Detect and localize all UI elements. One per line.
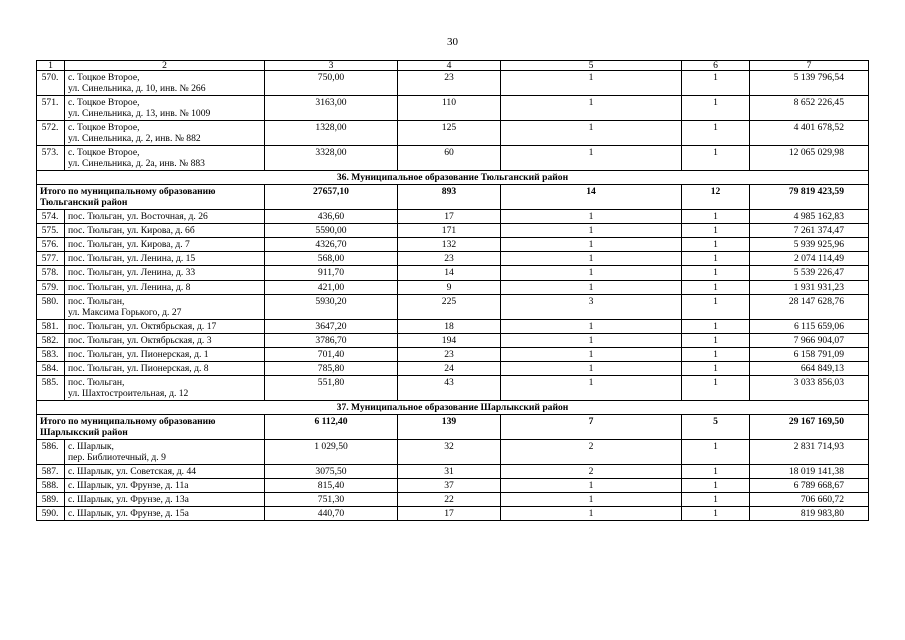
col5-cell: 1 [501, 319, 682, 333]
section-title: 36. Муниципальное образование Тюльганский район [37, 171, 869, 185]
col6-cell: 1 [682, 210, 750, 224]
col6-cell: 1 [682, 333, 750, 347]
total-row [37, 185, 869, 210]
col5-cell: 1 [501, 361, 682, 375]
row-number-cell: 576. [37, 238, 65, 252]
cost-cell: 7 261 374,47 [750, 224, 869, 238]
row-number-cell: 590. [37, 507, 65, 521]
row-number-cell: 588. [37, 478, 65, 492]
table-body [37, 71, 869, 521]
cost-cell: 1 931 931,23 [750, 280, 869, 294]
row-number-cell: 583. [37, 347, 65, 361]
address-cell: пос. Тюльган, ул. Максима Горького, д. 27 [65, 294, 265, 319]
area-cell: 421,00 [265, 280, 398, 294]
col-header-6: 6 [682, 61, 750, 71]
area-cell: 5930,20 [265, 294, 398, 319]
cost-cell: 819 983,80 [750, 507, 869, 521]
table-row [37, 252, 869, 266]
area-cell: 4326,70 [265, 238, 398, 252]
col4-cell: 24 [398, 361, 501, 375]
cost-cell: 12 065 029,98 [750, 146, 869, 171]
table-row [37, 375, 869, 400]
row-number-cell: 570. [37, 71, 65, 96]
col5-cell: 1 [501, 71, 682, 96]
area-cell: 701,40 [265, 347, 398, 361]
col5-cell: 7 [501, 414, 682, 439]
address-cell: пос. Тюльган, ул. Ленина, д. 8 [65, 280, 265, 294]
col4-cell: 23 [398, 347, 501, 361]
col5-cell: 1 [501, 238, 682, 252]
col5-cell: 1 [501, 478, 682, 492]
cost-cell: 706 660,72 [750, 493, 869, 507]
col5-cell: 1 [501, 121, 682, 146]
col5-cell: 1 [501, 210, 682, 224]
row-number-cell: 577. [37, 252, 65, 266]
area-cell: 6 112,40 [265, 414, 398, 439]
col5-cell: 1 [501, 146, 682, 171]
table-row [37, 493, 869, 507]
table-row [37, 238, 869, 252]
area-cell: 27657,10 [265, 185, 398, 210]
cost-cell: 664 849,13 [750, 361, 869, 375]
table-row [37, 333, 869, 347]
area-cell: 3163,00 [265, 96, 398, 121]
col4-cell: 31 [398, 464, 501, 478]
section-title: 37. Муниципальное образование Шарлыкский район [37, 400, 869, 414]
table-row [37, 347, 869, 361]
address-cell: пос. Тюльган, ул. Пионерская, д. 8 [65, 361, 265, 375]
col6-cell: 1 [682, 71, 750, 96]
table-row [37, 361, 869, 375]
address-cell: с. Тоцкое Второе, ул. Синельника, д. 2а, инв. № 883 [65, 146, 265, 171]
cost-cell: 28 147 628,76 [750, 294, 869, 319]
table-row [37, 280, 869, 294]
cost-cell: 4 985 162,83 [750, 210, 869, 224]
total-label: Итого по муниципальному образованию Шарлыкский район [37, 414, 265, 439]
col5-cell: 1 [501, 507, 682, 521]
cost-cell: 5 539 226,47 [750, 266, 869, 280]
col6-cell: 1 [682, 252, 750, 266]
row-number-cell: 571. [37, 96, 65, 121]
total-label: Итого по муниципальному образованию Тюльганский район [37, 185, 265, 210]
col4-cell: 43 [398, 375, 501, 400]
row-number-cell: 586. [37, 439, 65, 464]
cost-cell: 5 139 796,54 [750, 71, 869, 96]
col4-cell: 14 [398, 266, 501, 280]
area-cell: 5590,00 [265, 224, 398, 238]
address-cell: с. Шарлык, ул. Советская, д. 44 [65, 464, 265, 478]
col6-cell: 1 [682, 478, 750, 492]
row-number-cell: 574. [37, 210, 65, 224]
col4-cell: 32 [398, 439, 501, 464]
area-cell: 1328,00 [265, 121, 398, 146]
row-number-cell: 589. [37, 493, 65, 507]
col4-cell: 125 [398, 121, 501, 146]
table-row [37, 266, 869, 280]
area-cell: 785,80 [265, 361, 398, 375]
table-row [37, 439, 869, 464]
table-row [37, 71, 869, 96]
col4-cell: 194 [398, 333, 501, 347]
cost-cell: 4 401 678,52 [750, 121, 869, 146]
cost-cell: 2 074 114,49 [750, 252, 869, 266]
cost-cell: 6 158 791,09 [750, 347, 869, 361]
col5-cell: 1 [501, 347, 682, 361]
area-cell: 750,00 [265, 71, 398, 96]
area-cell: 3075,50 [265, 464, 398, 478]
col5-cell: 1 [501, 493, 682, 507]
col6-cell: 1 [682, 361, 750, 375]
cost-cell: 8 652 226,45 [750, 96, 869, 121]
col4-cell: 23 [398, 71, 501, 96]
address-cell: пос. Тюльган, ул. Восточная, д. 26 [65, 210, 265, 224]
col4-cell: 225 [398, 294, 501, 319]
table-row [37, 224, 869, 238]
table-row [37, 146, 869, 171]
row-number-cell: 580. [37, 294, 65, 319]
col6-cell: 1 [682, 224, 750, 238]
table-row [37, 96, 869, 121]
row-number-cell: 578. [37, 266, 65, 280]
address-cell: с. Тоцкое Второе, ул. Синельника, д. 10, инв. № 266 [65, 71, 265, 96]
col4-cell: 132 [398, 238, 501, 252]
cost-cell: 6 115 659,06 [750, 319, 869, 333]
col-header-5: 5 [501, 61, 682, 71]
col4-cell: 60 [398, 146, 501, 171]
cost-cell: 29 167 169,50 [750, 414, 869, 439]
row-number-cell: 573. [37, 146, 65, 171]
col5-cell: 1 [501, 96, 682, 121]
address-cell: пос. Тюльган, ул. Кирова, д. 6б [65, 224, 265, 238]
col6-cell: 5 [682, 414, 750, 439]
col4-cell: 110 [398, 96, 501, 121]
address-cell: пос. Тюльган, ул. Ленина, д. 33 [65, 266, 265, 280]
area-cell: 911,70 [265, 266, 398, 280]
area-cell: 551,80 [265, 375, 398, 400]
area-cell: 3647,20 [265, 319, 398, 333]
row-number-cell: 587. [37, 464, 65, 478]
cost-cell: 2 831 714,93 [750, 439, 869, 464]
cost-cell: 6 789 668,67 [750, 478, 869, 492]
cost-cell: 3 033 856,03 [750, 375, 869, 400]
address-cell: пос. Тюльган, ул. Октябрьская, д. 17 [65, 319, 265, 333]
row-number-cell: 581. [37, 319, 65, 333]
col6-cell: 1 [682, 280, 750, 294]
col4-cell: 18 [398, 319, 501, 333]
col6-cell: 12 [682, 185, 750, 210]
col4-cell: 23 [398, 252, 501, 266]
col-header-1: 1 [37, 61, 65, 71]
row-number-cell: 584. [37, 361, 65, 375]
address-cell: с. Шарлык, ул. Фрунзе, д. 11а [65, 478, 265, 492]
col6-cell: 1 [682, 375, 750, 400]
area-cell: 3328,00 [265, 146, 398, 171]
col4-cell: 9 [398, 280, 501, 294]
col5-cell: 3 [501, 294, 682, 319]
cost-cell: 79 819 423,59 [750, 185, 869, 210]
address-cell: с. Тоцкое Второе, ул. Синельника, д. 2, инв. № 882 [65, 121, 265, 146]
col6-cell: 1 [682, 96, 750, 121]
col6-cell: 1 [682, 319, 750, 333]
address-cell: с. Шарлык, ул. Фрунзе, д. 13а [65, 493, 265, 507]
table-row [37, 464, 869, 478]
address-cell: пос. Тюльган, ул. Пионерская, д. 1 [65, 347, 265, 361]
address-cell: с. Шарлык, ул. Фрунзе, д. 15а [65, 507, 265, 521]
area-cell: 436,60 [265, 210, 398, 224]
table-row [37, 507, 869, 521]
col6-cell: 1 [682, 439, 750, 464]
col6-cell: 1 [682, 294, 750, 319]
col-header-7: 7 [750, 61, 869, 71]
col5-cell: 1 [501, 375, 682, 400]
col6-cell: 1 [682, 238, 750, 252]
address-cell: пос. Тюльган, ул. Шахтостроительная, д. 12 [65, 375, 265, 400]
col4-cell: 171 [398, 224, 501, 238]
row-number-cell: 582. [37, 333, 65, 347]
col5-cell: 1 [501, 252, 682, 266]
col5-cell: 1 [501, 333, 682, 347]
section-heading-row [37, 400, 869, 414]
col4-cell: 17 [398, 210, 501, 224]
col6-cell: 1 [682, 347, 750, 361]
address-cell: с. Тоцкое Второе, ул. Синельника, д. 13, инв. № 1009 [65, 96, 265, 121]
col5-cell: 1 [501, 266, 682, 280]
col5-cell: 1 [501, 280, 682, 294]
col-header-3: 3 [265, 61, 398, 71]
col6-cell: 1 [682, 507, 750, 521]
col4-cell: 22 [398, 493, 501, 507]
area-cell: 440,70 [265, 507, 398, 521]
table-row [37, 210, 869, 224]
row-number-cell: 579. [37, 280, 65, 294]
col4-cell: 139 [398, 414, 501, 439]
col4-cell: 893 [398, 185, 501, 210]
table-row [37, 121, 869, 146]
buildings-table [36, 60, 869, 521]
col-header-2: 2 [65, 61, 265, 71]
address-cell: с. Шарлык, пер. Библиотечный, д. 9 [65, 439, 265, 464]
col4-cell: 17 [398, 507, 501, 521]
address-cell: пос. Тюльган, ул. Октябрьская, д. 3 [65, 333, 265, 347]
table-row [37, 319, 869, 333]
col6-cell: 1 [682, 146, 750, 171]
col5-cell: 1 [501, 224, 682, 238]
area-cell: 751,30 [265, 493, 398, 507]
col5-cell: 14 [501, 185, 682, 210]
row-number-cell: 572. [37, 121, 65, 146]
area-cell: 568,00 [265, 252, 398, 266]
address-cell: пос. Тюльган, ул. Ленина, д. 15 [65, 252, 265, 266]
table-row [37, 294, 869, 319]
page-number: 30 [447, 36, 458, 48]
row-number-cell: 585. [37, 375, 65, 400]
col6-cell: 1 [682, 121, 750, 146]
col5-cell: 2 [501, 439, 682, 464]
col6-cell: 1 [682, 464, 750, 478]
total-row [37, 414, 869, 439]
address-cell: пос. Тюльган, ул. Кирова, д. 7 [65, 238, 265, 252]
area-cell: 815,40 [265, 478, 398, 492]
col5-cell: 2 [501, 464, 682, 478]
table-row [37, 478, 869, 492]
area-cell: 1 029,50 [265, 439, 398, 464]
cost-cell: 7 966 904,07 [750, 333, 869, 347]
col-header-4: 4 [398, 61, 501, 71]
col6-cell: 1 [682, 266, 750, 280]
row-number-cell: 575. [37, 224, 65, 238]
cost-cell: 18 019 141,38 [750, 464, 869, 478]
col4-cell: 37 [398, 478, 501, 492]
header-row [37, 61, 869, 71]
cost-cell: 5 939 925,96 [750, 238, 869, 252]
col6-cell: 1 [682, 493, 750, 507]
section-heading-row [37, 171, 869, 185]
area-cell: 3786,70 [265, 333, 398, 347]
